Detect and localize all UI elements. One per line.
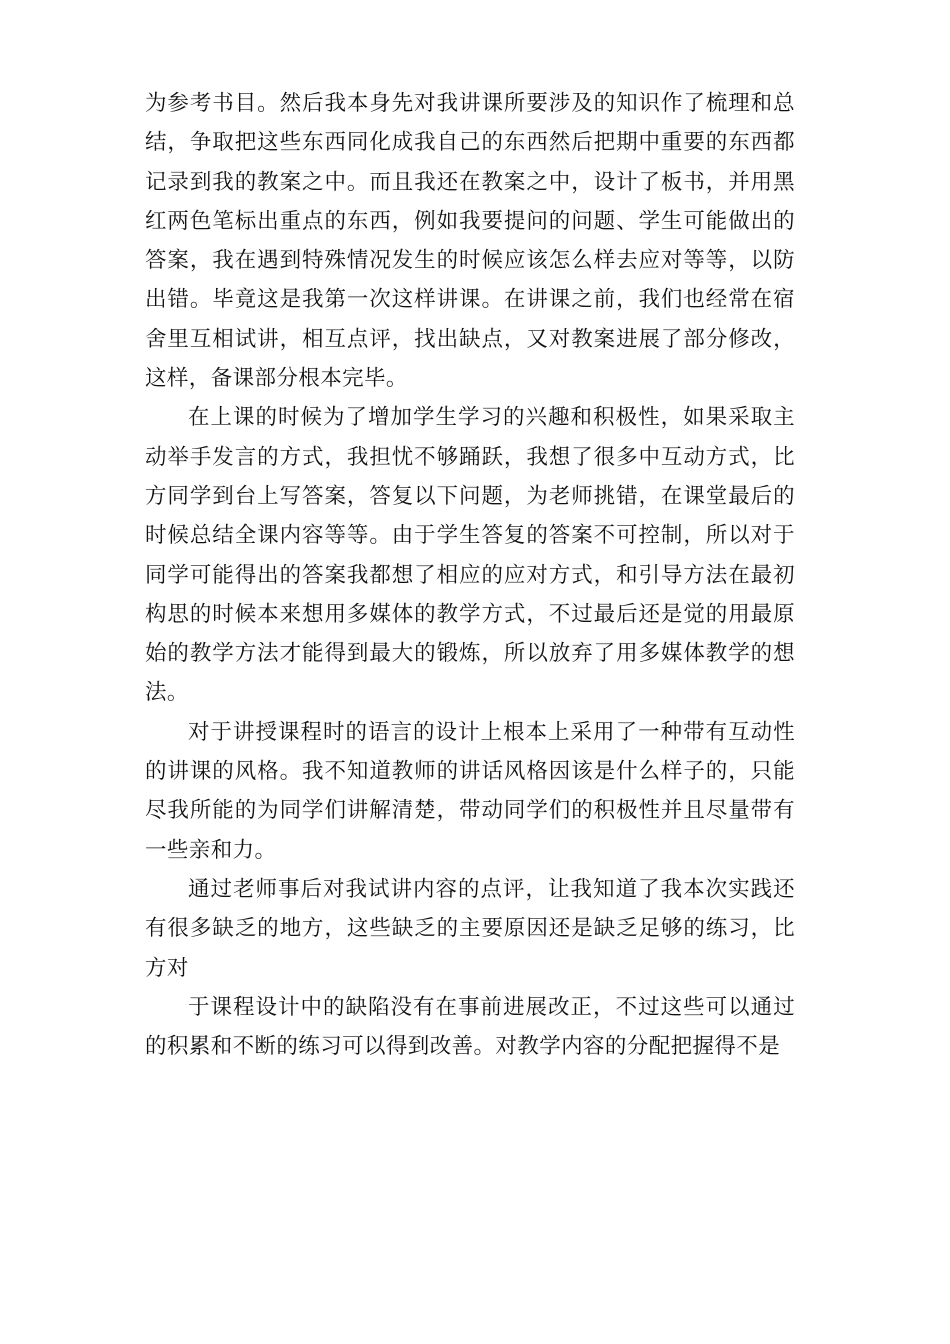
paragraph-1: 为参考书目。然后我本身先对我讲课所要涉及的知识作了梳理和总结，争取把这些东西同化成我自己的东西然后把期中重要的东西都记录到我的教案之中。而且我还在教案之中，设计了板书，并用黑红两色笔标出重点的东西，例如我要提问的问题、学生可能做出的答案，我在遇到特殊情况发生的时候应该怎么样去应对等等，以防出错。毕竟这是我第一次这样讲课。在讲课之前，我们也经常在宿舍里互相试讲，相互点评，找出缺点，又对教案进展了部分修改，这样，备课部分根本完毕。	[145, 91, 795, 392]
paragraph-4: 通过老师事后对我试讲内容的点评，让我知道了我本次实践还有很多缺乏的地方，这些缺乏的主要原因还是缺乏足够的练习，比方对	[145, 876, 795, 981]
paragraph-3: 对于讲授课程时的语言的设计上根本上采用了一种带有互动性的讲课的风格。我不知道教师的讲话风格因该是什么样子的，只能尽我所能的为同学们讲解清楚，带动同学们的积极性并且尽量带有一些亲和力。	[145, 719, 795, 863]
paragraph-5: 于课程设计中的缺陷没有在事前进展改正，不过这些可以通过的积累和不断的练习可以得到改善。对教学内容的分配把握得不是	[145, 994, 795, 1060]
document-body	[145, 84, 795, 1066]
paragraph-2: 在上课的时候为了增加学生学习的兴趣和积极性，如果采取主动举手发言的方式，我担忧不够踊跃，我想了很多中互动方式，比方同学到台上写答案，答复以下问题，为老师挑错，在课堂最后的时候总结全课内容等等。由于学生答复的答案不可控制，所以对于同学可能得出的答案我都想了相应的应对方式，和引导方法在最初构思的时候本来想用多媒体的教学方式，不过最后还是觉的用最原始的教学方法才能得到最大的锻炼，所以放弃了用多媒体教学的想法。	[145, 405, 795, 706]
